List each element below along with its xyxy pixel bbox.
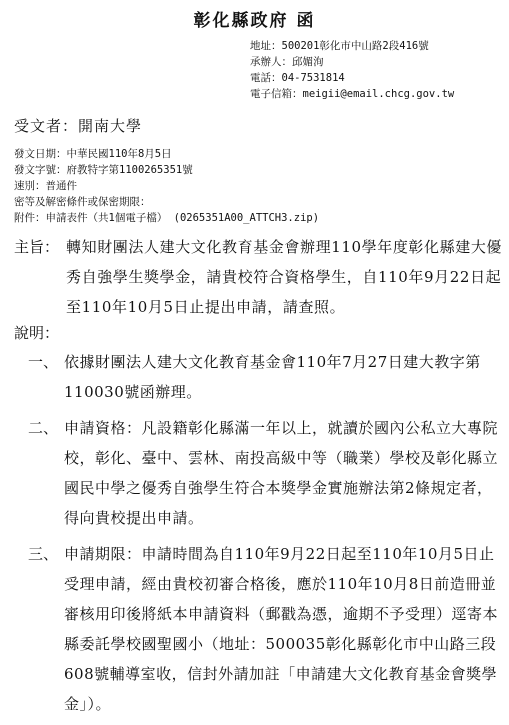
contact-email: 電子信箱：meigii@email.chcg.gov.tw <box>250 88 455 100</box>
item-text: 依據財團法人建大文化教育基金會110年7月27日建大教字第110030號函辦理。 <box>64 353 481 401</box>
item-number: 三、 <box>28 545 59 563</box>
explanation-item <box>14 413 504 533</box>
item-text: 申請期限：申請時間為自110年9月22日起至110年10月5日止受理申請，經由貴校初審合格後，應於110年10月8日前造冊並審核用印後將紙本申請資料（郵戳為憑，逾期不予受理）逕寄本縣委託學校國聖國小（地址：500035彰化縣彰化市中山路三段608號輔導室收，信封外請加註「申請建大文化教育基金會獎學金」）。 <box>64 545 499 713</box>
contact-address: 地址：500201彰化市中山路2段416號 <box>250 40 429 52</box>
document-title: 彰化縣政府 函 <box>193 11 316 31</box>
contact-phone: 電話：04-7531814 <box>250 72 345 84</box>
subject-body: 轉知財團法人建大文化教育基金會辦理110學年度彰化縣建大優秀自強學生獎學金，請貴校符合資格學生，自110年9月22日起至110年10月5日止提出申請，請查照。 <box>66 238 503 316</box>
item-number: 一、 <box>28 353 59 371</box>
contact-handler: 承辦人：邱媚洵 <box>250 56 324 68</box>
explanation-item <box>14 347 504 407</box>
subject-heading: 主旨： <box>14 238 60 256</box>
meta-attachment: 附件：申請表件（共1個電子檔） (0265351A00_ATTCH3.zip) <box>14 212 320 224</box>
contact-block <box>250 38 454 102</box>
explanation-list <box>14 347 504 725</box>
explanation-heading: 說明： <box>14 324 60 342</box>
item-number: 二、 <box>28 419 59 437</box>
meta-date: 發文日期：中華民國110年8月5日 <box>14 148 172 160</box>
subject-section <box>14 232 504 322</box>
meta-security: 密等及解密條件或保密期限： <box>14 196 151 208</box>
document-meta <box>14 146 319 226</box>
recipient-line: 受文者：開南大學 <box>14 117 143 135</box>
explanation-item <box>14 539 504 719</box>
item-text: 申請資格：凡設籍彰化縣滿一年以上，就讀於國內公私立大專院校，彰化、臺中、雲林、南投高級中等（職業）學校及彰化縣立國民中學之優秀自強學生符合本獎學金實施辦法第2條規定者，得向貴校提出申請。 <box>64 419 499 527</box>
meta-speed: 速別：普通件 <box>14 180 77 192</box>
meta-doc-number: 發文字號：府教特字第1100265351號 <box>14 164 193 176</box>
